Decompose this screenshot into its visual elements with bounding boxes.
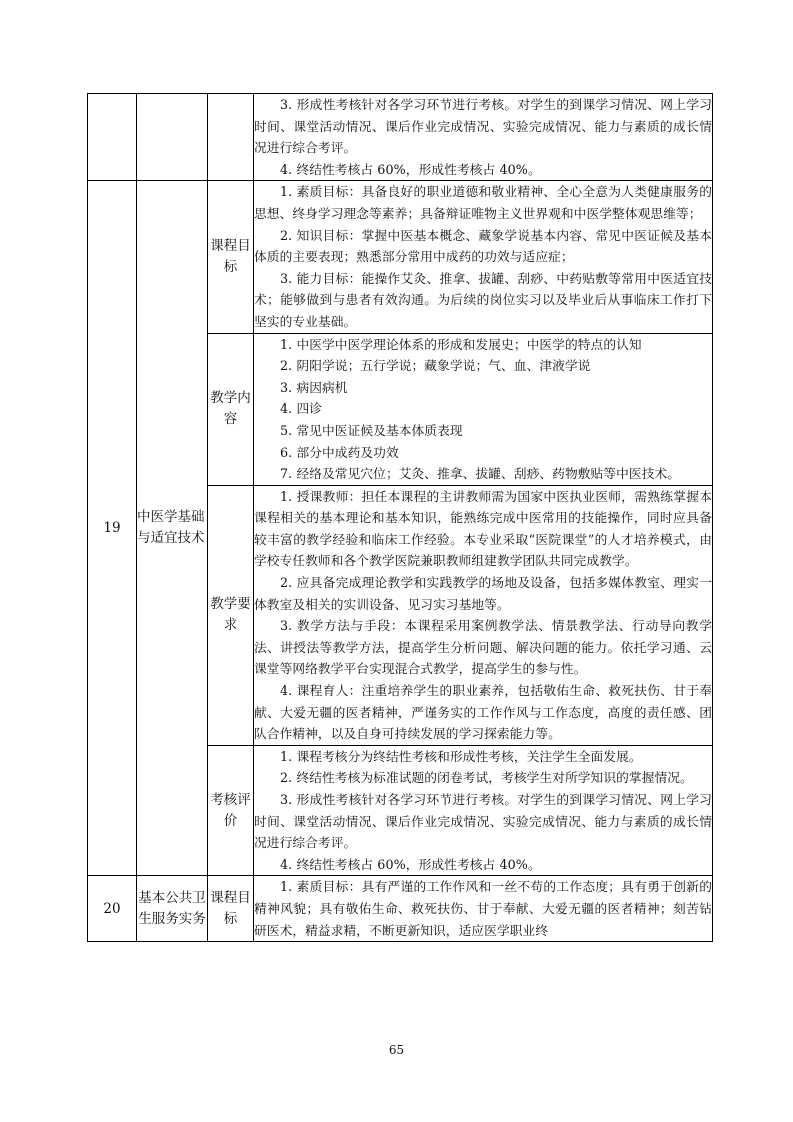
teaching-requirements xyxy=(254,485,713,745)
page-number: 65 xyxy=(388,1043,405,1057)
continuation-row xyxy=(88,94,713,181)
paragraph: 4. 终结性考核占 60%，形成性考核占 40%。 xyxy=(280,161,541,177)
paragraph: 4. 四诊 xyxy=(280,401,323,417)
course-name: 中医学基础与适宜技术 xyxy=(137,181,208,876)
paragraph: 1. 中医学中医学理论体系的形成和发展史；中医学的特点的认知 xyxy=(280,336,642,352)
course-name: 基本公共卫生服务实务 xyxy=(137,876,208,942)
paragraph: 1. 素质目标：具备良好的职业道德和敬业精神、全心全意为人类健康服务的思想、终身学习理念等素养；具备辩证唯物主义世界观和中医学整体观思维等； xyxy=(254,184,712,221)
objectives-content xyxy=(254,181,713,333)
paragraph: 3. 能力目标：能操作艾灸、推拿、拔罐、刮痧、中药贴敷等常用中医适宜技术；能够做到与患者有效沟通。为后续的岗位实习以及毕业后从事临床工作打下坚实的专业基础。 xyxy=(254,270,712,329)
paragraph: 4. 课程育人：注重培养学生的职业素养，包括敬佑生命、救死扶伤、甘于奉献、大爱无疆的医者精神，严谨务实的工作作风与工作态度，高度的责任感、团队合作精神，以及自身可持续发展的学习探索能力等。 xyxy=(254,683,712,742)
paragraph: 3. 教学方法与手段：本课程采用案例教学法、情景教学法、行动导向教学法、讲授法等教学方法，提高学生分析问题、解决问题的能力。依托学习通、云课堂等网络教学平台实现混合式教学，提高学生的参与性。 xyxy=(254,618,712,677)
paragraph: 3. 形成性考核针对各学习环节进行考核。对学生的到课学习情况、网上学习时间、课堂活动情况、课后作业完成情况、实验完成情况、能力与素质的成长情况进行综合考评。 xyxy=(254,792,712,851)
course-number: 19 xyxy=(88,181,137,876)
empty-label-cell xyxy=(208,94,254,181)
curriculum-table xyxy=(87,93,713,942)
course-number: 20 xyxy=(88,876,137,942)
paragraph: 2. 应具备完成理论教学和实践教学的场地及设备，包括多媒体教室、理实一体教室及相关的实训设备、见习实习基地等。 xyxy=(254,575,712,612)
section-label-content: 教学内容 xyxy=(208,333,254,485)
paragraph: 2. 终结性考核为标准试题的闭卷考试，考核学生对所学知识的掌握情况。 xyxy=(280,770,693,786)
paragraph: 1. 课程考核分为终结性考核和形成性考核，关注学生全面发展。 xyxy=(280,748,642,764)
paragraph: 3. 病因病机 xyxy=(280,379,348,395)
paragraph: 5. 常见中医证候及基本体质表现 xyxy=(280,422,463,438)
paragraph: 7. 经络及常见穴位；艾灸、推拿、拔罐、刮痧、药物敷贴等中医技术。 xyxy=(280,466,681,482)
paragraph: 4. 终结性考核占 60%，形成性考核占 40%。 xyxy=(280,856,541,872)
section-label-requirements: 教学要求 xyxy=(208,485,254,745)
paragraph: 6. 部分中成药及功效 xyxy=(280,444,399,460)
assessment-continuation-content xyxy=(254,94,713,181)
paragraph: 2. 知识目标：掌握中医基本概念、藏象学说基本内容、常见中医证候及基本体质的主要表现；熟悉部分常用中成药的功效与适应症； xyxy=(254,227,712,265)
paragraph: 2. 阴阳学说；五行学说；藏象学说；气、血、津液学说 xyxy=(280,358,591,374)
paragraph: 3. 形成性考核针对各学习环节进行考核。对学生的到课学习情况、网上学习时间、课堂活动情况、课后作业完成情况、实验完成情况、能力与素质的成长情况进行综合考评。 xyxy=(254,97,712,156)
paragraph: 1. 素质目标：具有严谨的工作作风和一丝不苟的工作态度；具有勇于创新的精神风貌；具有敬佑生命、救死扶伤、甘于奉献、大爱无疆的医者精神；刻苦钻研医术，精益求精，不断更新知识，适应医学职业终 xyxy=(254,879,712,938)
objectives-content xyxy=(254,876,713,942)
teaching-content xyxy=(254,333,713,485)
empty-number-cell xyxy=(88,94,137,181)
course-20-objectives-row xyxy=(88,876,713,942)
section-label-assessment: 考核评价 xyxy=(208,745,254,876)
paragraph: 1. 授课教师：担任本课程的主讲教师需为国家中医执业医师，需熟练掌握本课程相关的基本理论和基本知识，能熟练完成中医常用的技能操作，同时应具备较丰富的教学经验和临床工作经验。本专业采取“医院课堂”的人才培养模式，由学校专任教师和各个教学医院兼职教师组建教学团队共同完成教学。 xyxy=(254,488,712,569)
section-label-objectives: 课程目标 xyxy=(208,181,254,333)
empty-name-cell xyxy=(137,94,208,181)
assessment-content xyxy=(254,745,713,876)
section-label-objectives: 课程目标 xyxy=(208,876,254,942)
course-19-objectives-row xyxy=(88,181,713,333)
